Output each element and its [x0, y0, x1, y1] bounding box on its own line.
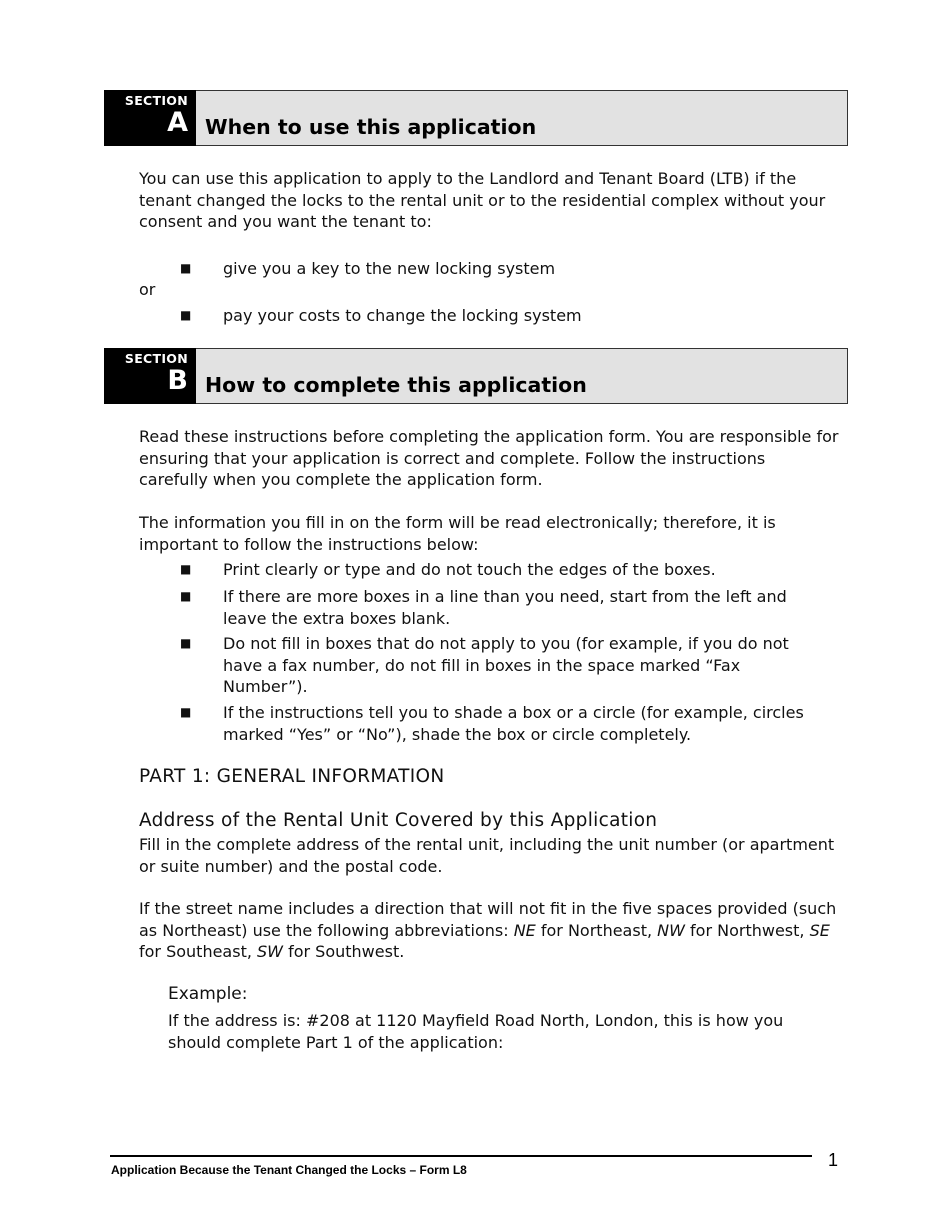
section-letter: A: [167, 107, 188, 138]
footer-rule: [110, 1155, 812, 1157]
street-text: for Northeast,: [535, 920, 658, 940]
list-item-text: If the instructions tell you to shade a box or a circle (for example, circles marked “Yes” or “No”), shade the box or circle completely.: [223, 703, 804, 744]
section-b-tag: [104, 348, 196, 404]
list-item-text: pay your costs to change the locking system: [223, 306, 582, 325]
section-a-title-box: [196, 90, 848, 146]
abbr-se: SE: [809, 920, 830, 940]
bullet-icon: ■: [180, 308, 192, 322]
bullet-icon: ■: [180, 589, 192, 603]
list-item: [180, 702, 820, 745]
address-heading: Address of the Rental Unit Covered by this Application: [139, 810, 658, 831]
section-word: SECTION: [124, 93, 188, 108]
street-direction-paragraph: [139, 898, 839, 963]
list-item: [180, 258, 820, 280]
list-item: [180, 559, 820, 581]
list-item: [180, 586, 820, 629]
section-a-tag: [104, 90, 196, 146]
section-letter: B: [167, 365, 188, 396]
list-item: [180, 305, 820, 327]
instructions-paragraph: Read these instructions before completing the application form. You are responsible for ensuring that your application is correct and complete. Follow the instructions carefully when you complete the application form.: [139, 427, 839, 489]
bullet-icon: ■: [180, 562, 192, 576]
example-label: Example:: [168, 984, 248, 1004]
section-b-title: How to complete this application: [205, 373, 587, 397]
example-text: If the address is: #208 at 1120 Mayfield Road North, London, this is how you should complete Part 1 of the application:: [168, 1011, 784, 1052]
list-item: [180, 633, 820, 698]
address-paragraph: Fill in the complete address of the rental unit, including the unit number (or apartment or suite number) and the postal code.: [139, 835, 835, 876]
section-a-header: [104, 90, 848, 146]
bullet-icon: ■: [180, 261, 192, 275]
or-text: or: [139, 280, 156, 299]
street-text: If the street name includes a direction that will not fit in the five spaces provided (such as Northeast) use the following abbreviations:: [139, 899, 837, 940]
bullet-icon: ■: [180, 636, 192, 650]
footer-title: Application Because the Tenant Changed the Locks – Form L8: [111, 1163, 467, 1177]
page-number: 1: [828, 1150, 839, 1170]
section-b-header: [104, 348, 848, 404]
list-item-text: Do not fill in boxes that do not apply to you (for example, if you do not have a fax number, do not fill in boxes in the space marked “Fax Number”).: [223, 634, 789, 696]
list-item-text: If there are more boxes in a line than you need, start from the left and leave the extra boxes blank.: [223, 587, 787, 628]
section-a-intro: You can use this application to apply to the Landlord and Tenant Board (LTB) if the tenant changed the locks to the rental unit or to the residential complex without your consent and you want the tenant to:: [139, 169, 826, 231]
section-word: SECTION: [124, 351, 188, 366]
section-a-title: When to use this application: [205, 115, 537, 139]
list-item-text: Print clearly or type and do not touch the edges of the boxes.: [223, 560, 716, 579]
bullet-icon: ■: [180, 705, 192, 719]
electronic-read-paragraph: The information you fill in on the form will be read electronically; therefore, it is important to follow the instructions below:: [139, 513, 776, 554]
street-text: for Southeast,: [139, 942, 258, 961]
abbr-nw: NW: [657, 920, 685, 940]
section-b-title-box: [196, 348, 848, 404]
list-item-text: give you a key to the new locking system: [223, 259, 556, 278]
street-text: for Southwest.: [283, 942, 405, 961]
abbr-ne: NE: [513, 920, 536, 940]
abbr-sw: SW: [257, 942, 283, 961]
street-text: for Northwest,: [684, 920, 810, 940]
part-1-heading: PART 1: GENERAL INFORMATION: [139, 766, 445, 787]
